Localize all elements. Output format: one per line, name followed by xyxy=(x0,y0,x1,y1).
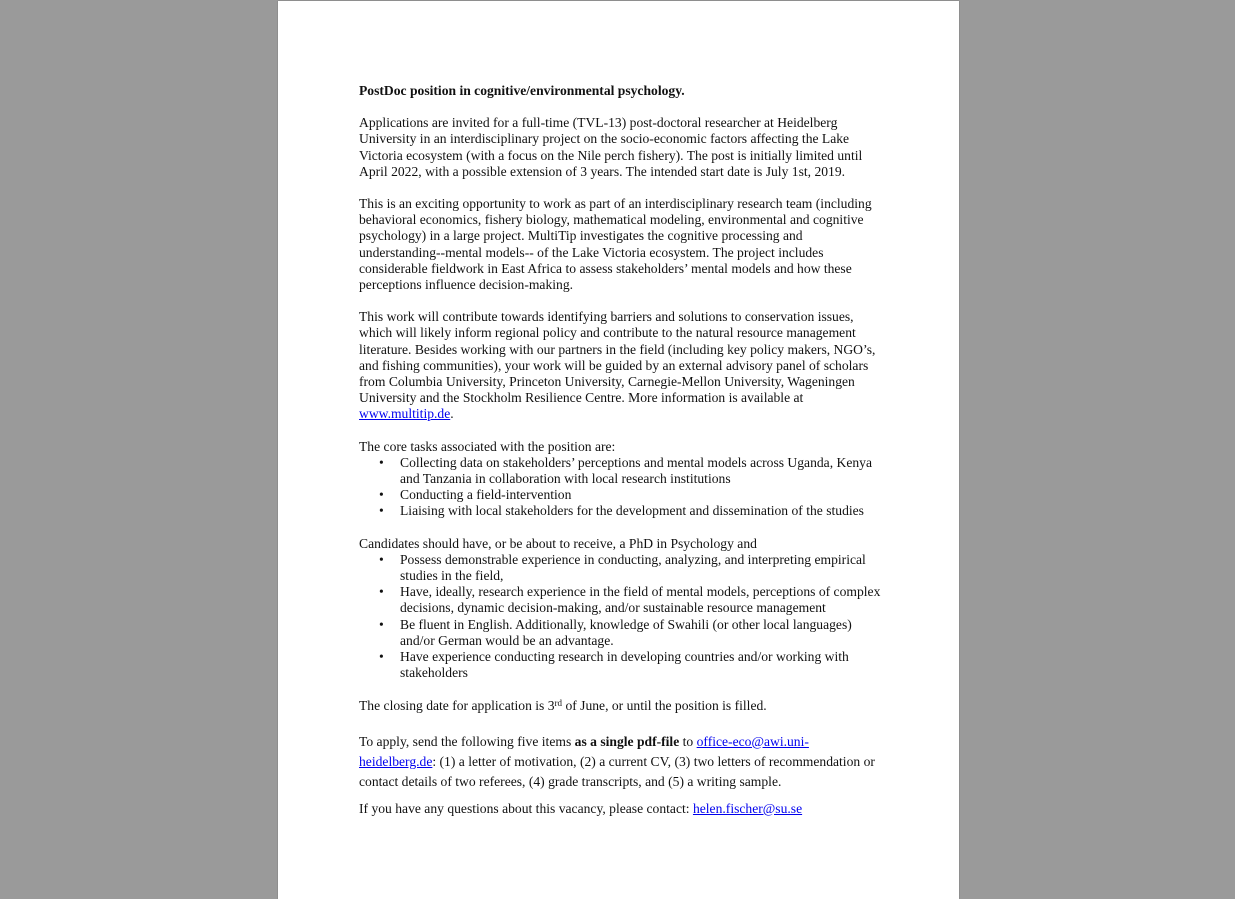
bullet-icon: • xyxy=(379,454,384,470)
list-item xyxy=(359,649,884,681)
requirement-text: Have experience conducting research in developing countries and/or working with stakeholders xyxy=(400,649,849,681)
paragraph-opportunity: This is an exciting opportunity to work as part of an interdisciplinary research team (including behavioral economics, fishery biology, mathematical modeling, environmental and cognitive psychology) in a large project. MultiTip investigates the cognitive processing and understanding--mental models-- of the Lake Victoria ecosystem. The project includes considerable fieldwork in East Africa to assess stakeholders’ mental models and how these perceptions influence decision-making. xyxy=(359,196,872,293)
paragraph-intro: Applications are invited for a full-time (TVL-13) post-doctoral researcher at Heidelberg University in an interdisciplinary project on the socio-economic factors affecting the Lake Victoria ecosystem (with a focus on the Nile perch fishery). The post is initially limited until April 2022, with a possible extension of 3 years. The intended start date is July 1st, 2019. xyxy=(359,115,863,179)
closing-date xyxy=(359,698,884,714)
list-item xyxy=(359,617,884,649)
paragraph-contribution xyxy=(359,309,884,422)
contact-email-link[interactable]: helen.fischer@su.se xyxy=(692,800,803,816)
contact-pre: If you have any questions about this vacancy, please contact: xyxy=(359,800,693,816)
bullet-icon: • xyxy=(379,616,384,632)
list-item xyxy=(359,552,884,584)
closing-date-sup: rd xyxy=(554,697,563,708)
bullet-icon: • xyxy=(379,649,384,665)
list-item xyxy=(359,503,884,519)
apply-pre: To apply, send the following five items xyxy=(359,733,575,749)
office-email-link[interactable]: office-eco@awi.uni-heidelberg.de xyxy=(359,733,809,769)
apply-to: to xyxy=(679,733,697,749)
requirement-text: Have, ideally, research experience in the field of mental models, perceptions of complex decisions, dynamic decision-making, and/or sustainable resource management xyxy=(400,584,881,616)
list-item xyxy=(359,455,884,487)
requirement-text: Possess demonstrable experience in conducting, analyzing, and interpreting empirical studies in the field, xyxy=(400,551,866,584)
list-item xyxy=(359,584,884,616)
tasks-list xyxy=(359,455,884,520)
apply-post: : (1) a letter of motivation, (2) a current CV, (3) two letters of recommendation or contact details of two referees, (4) grade transcripts, and (5) a writing sample. xyxy=(359,753,875,789)
bullet-icon: • xyxy=(379,551,384,567)
task-text: Liaising with local stakeholders for the development and dissemination of the studies xyxy=(400,503,864,519)
paragraph-contribution-end: . xyxy=(450,406,454,422)
contact-line xyxy=(359,801,884,817)
task-text: Collecting data on stakeholders’ perceptions and mental models across Uganda, Kenya and Tanzania in collaboration with local research institutions xyxy=(400,454,872,487)
tasks-intro: The core tasks associated with the position are: xyxy=(359,438,616,454)
candidates-intro: Candidates should have, or be about to receive, a PhD in Psychology and xyxy=(359,535,757,551)
document-title: PostDoc position in cognitive/environmental psychology. xyxy=(359,83,685,98)
task-text: Conducting a field-intervention xyxy=(400,487,572,503)
apply-instructions xyxy=(359,732,884,792)
requirements-list xyxy=(359,552,884,682)
document-page xyxy=(278,1,959,899)
closing-date-post: of June, or until the position is filled. xyxy=(562,697,767,713)
requirement-text: Be fluent in English. Additionally, knowledge of Swahili (or other local languages) and/or German would be an advantage. xyxy=(400,616,852,648)
bullet-icon: • xyxy=(379,503,384,519)
multitip-link[interactable]: www.multitip.de xyxy=(359,406,451,422)
bullet-icon: • xyxy=(379,584,384,600)
paragraph-contribution-text: This work will contribute towards identifying barriers and solutions to conservation issues, which will likely inform regional policy and contribute to the natural resource management literature. Besides working with our partners in the field (including key policy makers, NGO’s, and fishing communities), your work will be guided by an external advisory panel of scholars from Columbia University, Princeton University, Carnegie-Mellon University, Wageningen University and the Stockholm Resilience Centre. More information is available at xyxy=(359,309,876,406)
closing-date-pre: The closing date for application is 3 xyxy=(359,697,555,713)
apply-bold: as a single pdf-file xyxy=(574,733,680,749)
bullet-icon: • xyxy=(379,487,384,503)
page-content xyxy=(359,81,884,817)
list-item xyxy=(359,487,884,503)
